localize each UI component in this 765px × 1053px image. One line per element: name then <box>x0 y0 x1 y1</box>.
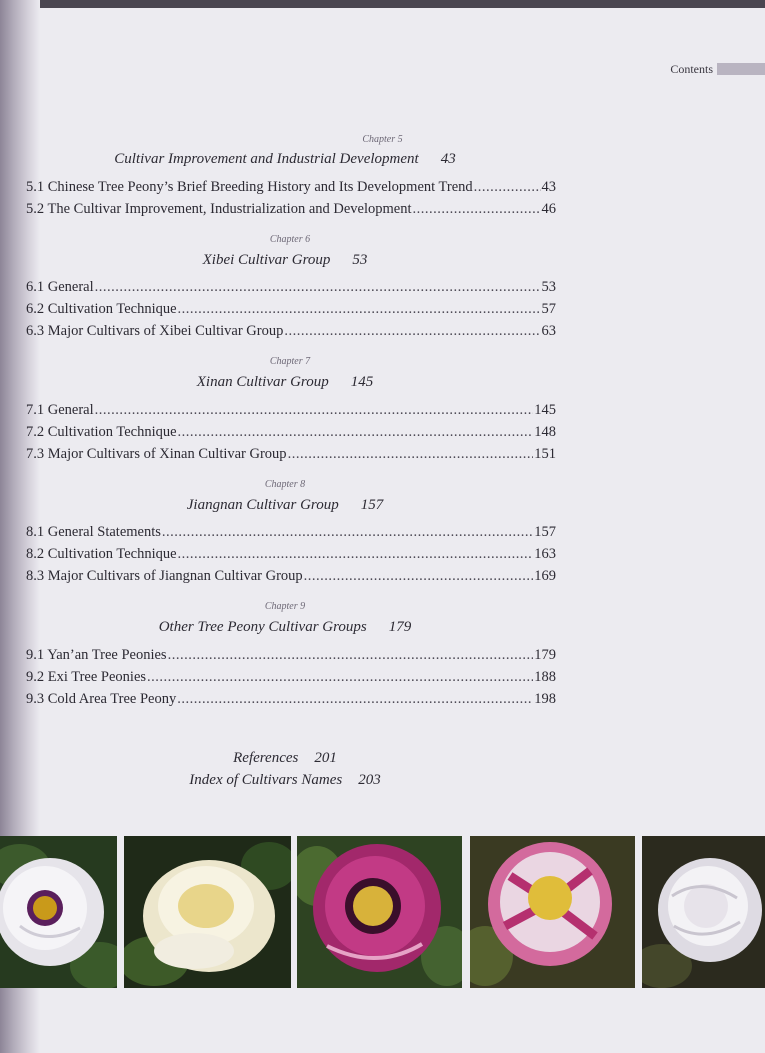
chapter-9-tag: Chapter 9 <box>264 601 306 612</box>
leader-dots <box>178 422 534 442</box>
toc-entry-text: 8.1 General Statements <box>26 524 161 540</box>
leader-dots <box>178 544 534 564</box>
leader-dots <box>162 522 533 542</box>
toc-page-number: 198 <box>534 691 556 707</box>
leader-dots <box>95 400 534 420</box>
toc-entry-text: 6.2 Cultivation Technique <box>26 301 177 317</box>
chapter-8-tag: Chapter 8 <box>264 479 306 490</box>
chapter-page-number: 179 <box>388 619 412 635</box>
chapter-title-text: Xibei Cultivar Group <box>202 252 331 268</box>
magenta-peony-photo <box>297 836 462 988</box>
toc-entry-5-1[interactable] <box>26 177 556 197</box>
toc-entry-7-1[interactable] <box>26 400 556 420</box>
backmatter-title: References <box>233 750 299 766</box>
toc-entry-9-2[interactable] <box>26 667 556 687</box>
toc-entry-9-1[interactable] <box>26 645 556 665</box>
white-peony-photo <box>0 836 117 988</box>
toc-entry-text: 7.2 Cultivation Technique <box>26 424 177 440</box>
leader-dots <box>168 645 534 665</box>
toc-entry-text: 6.1 General <box>26 279 94 295</box>
toc-entry-text: 5.1 Chinese Tree Peony’s Brief Breeding History and Its Development Trend <box>26 179 473 195</box>
leader-dots <box>177 689 533 709</box>
index-entry[interactable] <box>0 772 570 789</box>
leader-dots <box>413 199 541 219</box>
toc-page-number: 148 <box>534 424 556 440</box>
toc-page-number: 57 <box>541 301 556 317</box>
leader-dots <box>147 667 533 687</box>
leader-dots <box>304 566 534 586</box>
toc-entry-9-3[interactable] <box>26 689 556 709</box>
chapter-7-title <box>0 374 570 391</box>
chapter-5-tag: Chapter 5 <box>362 134 403 145</box>
toc-page-number: 188 <box>534 669 556 685</box>
toc-entry-6-1[interactable] <box>26 277 556 297</box>
chapter-6-tag: Chapter 6 <box>269 234 311 245</box>
page-top-edge <box>0 0 765 8</box>
toc-page-number: 43 <box>541 179 556 195</box>
toc-entry-text: 5.2 The Cultivar Improvement, Industrialization and Development <box>26 201 412 217</box>
toc-page-number: 169 <box>534 568 556 584</box>
chapter-title-text: Other Tree Peony Cultivar Groups <box>158 619 367 635</box>
leader-dots <box>95 277 541 297</box>
chapter-9-title <box>0 619 570 636</box>
references-entry[interactable] <box>0 750 570 767</box>
peony-photo-strip <box>0 836 765 988</box>
chapter-title-text: Cultivar Improvement and Industrial Development <box>114 151 419 167</box>
chapter-page-number: 53 <box>352 252 368 268</box>
header-label: Contents <box>670 61 713 76</box>
double-white-peony-photo <box>642 836 765 988</box>
chapter-page-number: 43 <box>440 151 456 167</box>
chapter-8-title <box>0 497 570 514</box>
cream-peony-photo <box>124 836 291 988</box>
toc-entry-text: 7.3 Major Cultivars of Xinan Cultivar Group <box>26 446 287 462</box>
toc-entry-text: 8.3 Major Cultivars of Jiangnan Cultivar Group <box>26 568 303 584</box>
backmatter-title: Index of Cultivars Names <box>189 772 343 788</box>
toc-entry-6-2[interactable] <box>26 299 556 319</box>
toc-entry-8-1[interactable] <box>26 522 556 542</box>
toc-entry-8-2[interactable] <box>26 544 556 564</box>
running-header <box>670 62 765 76</box>
toc-entry-text: 9.2 Exi Tree Peonies <box>26 669 147 685</box>
backmatter-page-number: 203 <box>358 772 381 788</box>
toc-entry-text: 9.3 Cold Area Tree Peony <box>26 691 177 707</box>
toc-page-number: 145 <box>534 402 556 418</box>
leader-dots <box>474 177 541 197</box>
backmatter-page-number: 201 <box>314 750 337 766</box>
toc-page-number: 163 <box>534 546 556 562</box>
chapter-page-number: 157 <box>360 497 384 513</box>
header-bar <box>717 63 765 75</box>
toc-entry-7-2[interactable] <box>26 422 556 442</box>
leader-dots <box>284 321 540 341</box>
toc-page-number: 179 <box>534 647 556 663</box>
toc-page-number: 157 <box>534 524 556 540</box>
chapter-7-tag: Chapter 7 <box>269 356 311 367</box>
leader-dots <box>288 444 534 464</box>
toc-page-number: 151 <box>534 446 556 462</box>
toc-entry-8-3[interactable] <box>26 566 556 586</box>
chapter-6-title <box>0 252 570 269</box>
toc-page-number: 46 <box>541 201 556 217</box>
toc-entry-5-2[interactable] <box>26 199 556 219</box>
toc-page-number: 53 <box>541 279 556 295</box>
toc-page-number: 63 <box>541 323 556 339</box>
pink-white-peony-photo <box>470 836 635 988</box>
toc-entry-text: 9.1 Yan’an Tree Peonies <box>26 647 167 663</box>
toc-entry-text: 7.1 General <box>26 402 94 418</box>
chapter-5-title <box>0 151 570 168</box>
leader-dots <box>178 299 541 319</box>
toc-entry-6-3[interactable] <box>26 321 556 341</box>
chapter-page-number: 145 <box>350 374 374 390</box>
chapter-title-text: Xinan Cultivar Group <box>196 374 329 390</box>
toc-entry-text: 8.2 Cultivation Technique <box>26 546 177 562</box>
toc-entry-text: 6.3 Major Cultivars of Xibei Cultivar Group <box>26 323 284 339</box>
chapter-title-text: Jiangnan Cultivar Group <box>186 497 339 513</box>
toc-entry-7-3[interactable] <box>26 444 556 464</box>
